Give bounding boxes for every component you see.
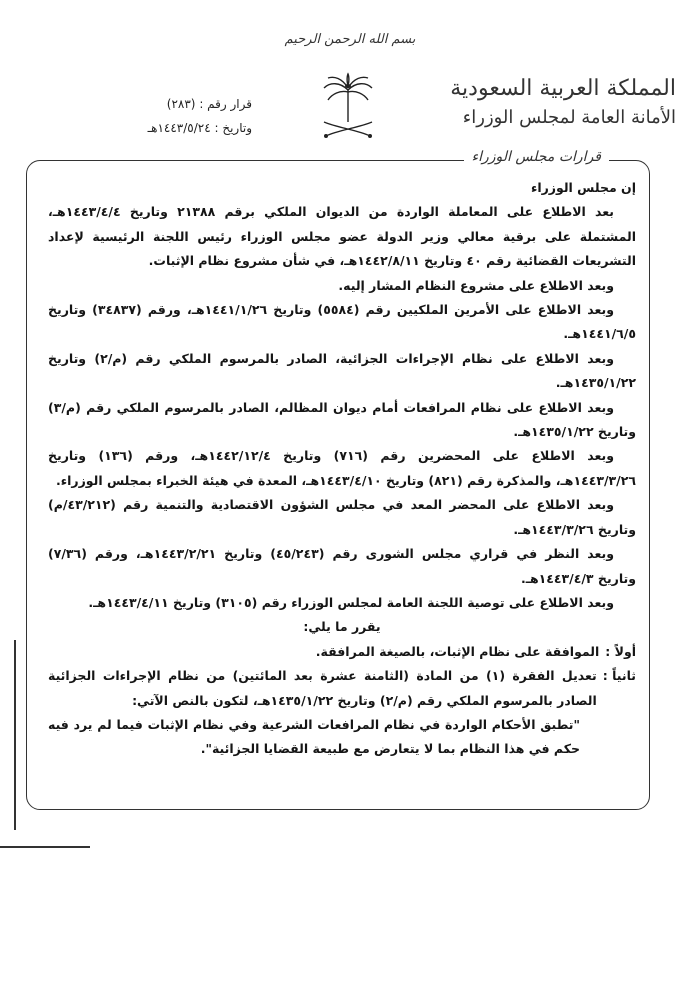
clause-first-text: الموافقة على نظام الإثبات، بالصيغة المرافقة.: [315, 643, 600, 659]
paragraph-2: وبعد الاطلاع على مشروع النظام المشار إليه.: [338, 277, 614, 293]
decision-number: (٢٨٣): [166, 97, 196, 111]
saudi-emblem-icon: [318, 72, 378, 144]
frame-title: قرارات مجلس الوزراء: [464, 149, 609, 165]
paragraph-3: وبعد الاطلاع على الأمرين الملكيين رقم (٥٥٨٤) وتاريخ ١٤٤١/١/٢٦هـ، ورقم (٣٤٨٣٧) وتاريخ ١٤٤١/٦/٥هـ.: [48, 302, 636, 342]
org-secretariat: الأمانة العامة لمجلس الوزراء: [462, 107, 676, 128]
org-country: المملكة العربية السعودية: [450, 76, 676, 101]
decision-date-row: [112, 116, 252, 140]
clause-first: [48, 640, 636, 664]
scan-margin-line: [14, 640, 16, 830]
paragraph-6: وبعد الاطلاع على المحضرين رقم (٧١٦) وتاريخ ١٤٤٢/١٢/٤هـ، ورقم (١٣٦) وتاريخ ١٤٤٣/٣/٢٦هـ، والمذكرة رقم (٨٢١) وتاريخ ١٤٤٣/٤/١٠هـ، المعدة في هيئة الخبراء بمجلس الوزراء.: [48, 448, 636, 488]
decision-number-label: قرار رقم :: [199, 97, 252, 111]
clause-second: [48, 664, 636, 713]
decides-heading: يقرر ما يلي:: [303, 619, 381, 635]
scan-bottom-line: [0, 846, 90, 848]
issuing-authority: [446, 74, 676, 132]
paragraph-8: وبعد النظر في قراري مجلس الشورى رقم (٤٥/٢٤٣) وتاريخ ١٤٤٣/٢/٢١هـ، ورقم (٧/٣٦) وتاريخ ١٤٤٣/٤/٣هـ.: [48, 546, 636, 586]
basmala: بسم الله الرحمن الرحيم: [284, 32, 416, 47]
paragraph-1: بعد الاطلاع على المعاملة الواردة من الديوان الملكي برقم ٢١٣٨٨ وتاريخ ١٤٤٣/٤/٤هـ، المشتملة على برقية معالي وزير الدولة عضو مجلس الوزراء رئيس اللجنة الرئيسية لإعداد التشريعات القضائية رقم ٤٠ وتاريخ ١٤٤٢/٨/١١هـ، في شأن مشروع نظام الإثبات.: [48, 204, 636, 269]
decision-date-label: وتاريخ :: [214, 121, 252, 135]
clause-first-label: أولاً :: [605, 643, 636, 659]
decision-date: ١٤٤٣/٥/٢٤هـ: [147, 121, 211, 135]
intro: إن مجلس الوزراء: [530, 180, 636, 195]
paragraph-9: وبعد الاطلاع على توصية اللجنة العامة لمجلس الوزراء رقم (٣١٠٥) وتاريخ ١٤٤٣/٤/١١هـ.: [88, 594, 614, 610]
paragraph-4: وبعد الاطلاع على نظام الإجراءات الجزائية، الصادر بالمرسوم الملكي رقم (م/٢) وتاريخ ١٤٣٥/١/٢٢هـ.: [48, 350, 636, 391]
amended-text-quote: "تطبق الأحكام الواردة في نظام المرافعات الشرعية وفي نظام الإثبات فيما لم يرد فيه حكم في هذا النظام بما لا يتعارض مع طبيعة القضايا الجزائية".: [48, 716, 580, 757]
decision-number-row: [112, 92, 252, 116]
decision-body: [48, 176, 636, 762]
paragraph-7: وبعد الاطلاع على المحضر المعد في مجلس الشؤون الاقتصادية والتنمية رقم (٤٣/٢١٢/م) وتاريخ ١٤٤٣/٣/٢٦هـ.: [48, 497, 636, 537]
decision-info: [112, 92, 252, 140]
paragraph-5: وبعد الاطلاع على نظام المرافعات أمام ديوان المظالم، الصادر بالمرسوم الملكي رقم (م/٣) وتاريخ ١٤٣٥/١/٢٢هـ.: [48, 399, 636, 440]
clause-second-label: ثانياً :: [602, 668, 636, 684]
clause-second-text: تعديل الفقرة (١) من المادة (الثامنة عشرة بعد المائتين) من نظام الإجراءات الجزائية الصادر بالمرسوم الملكي رقم (م/٢) وتاريخ ١٤٣٥/١/٢٢هـ، لتكون بالنص الآتي:: [48, 668, 597, 708]
